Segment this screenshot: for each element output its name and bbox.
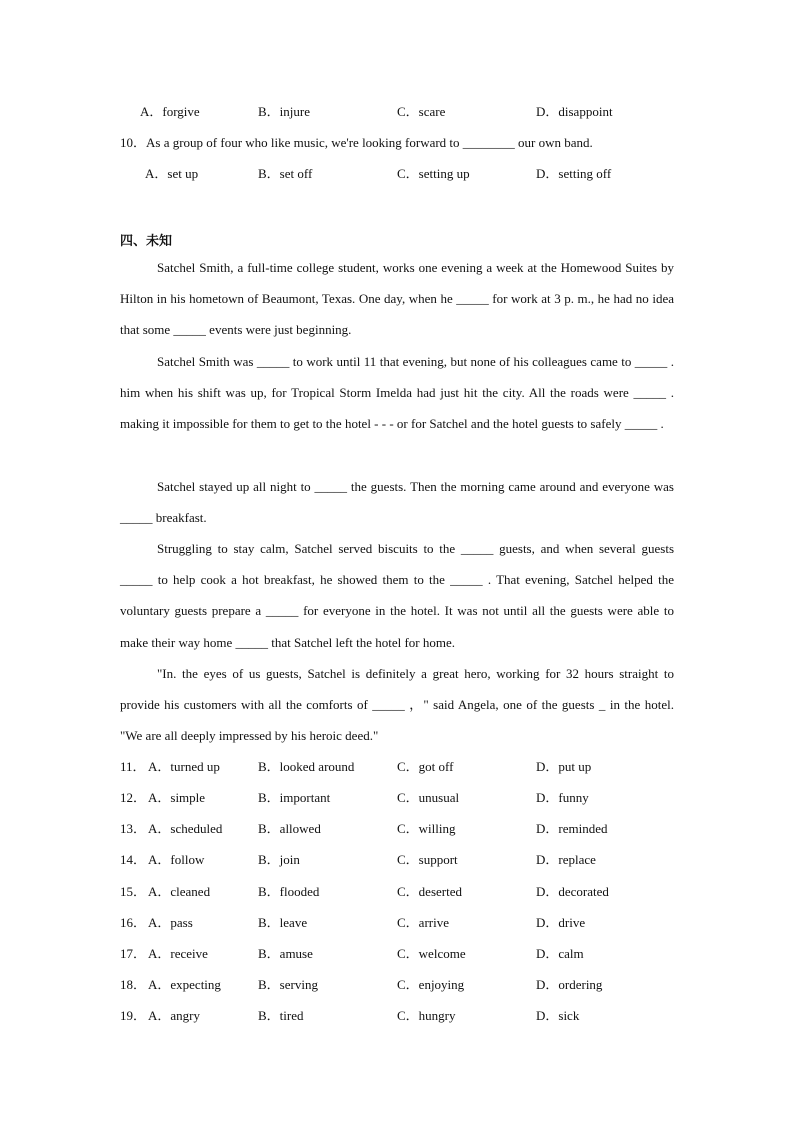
q10-option-b: B．set off [258,166,313,181]
question-number: 13． [120,821,147,836]
question-row [0,944,794,964]
option-d: D．calm [536,946,584,961]
option-c: C．got off [397,759,454,774]
q10-options-row [0,164,794,184]
option-b: B．looked around [258,759,355,774]
option-b: B．flooded [258,884,320,899]
option-b: B．join [258,852,300,867]
option-a: A．scheduled [148,821,223,836]
option-a: A．receive [148,946,208,961]
option-d: D．reminded [536,821,608,836]
question-number: 12． [120,790,147,805]
option-c: C．support [397,852,458,867]
question-row [0,788,794,808]
question-row [0,1006,794,1026]
option-c: C．unusual [397,790,460,805]
question-row [0,850,794,870]
option-c: C．arrive [397,915,449,930]
passage-paragraph-2: Satchel Smith was _____ to work until 11 that evening, but none of his colleagues came to _____ . him when his shift was up, for Tropical Storm Imelda had just hit the city. All the roads were _____ . making it impossible for them to get to the hotel - - - or for Satchel and the hotel guests to safely _____ . [120,354,674,432]
question-row [0,819,794,839]
option-b: B．leave [258,915,308,930]
option-c: C．deserted [397,884,462,899]
question-number: 19． [120,1008,147,1023]
option-d: D．drive [536,915,586,930]
q10-option-c: C．setting up [397,166,470,181]
option-a: A．simple [148,790,206,805]
q9-option-a: A．forgive [140,104,200,119]
question-number: 16． [120,915,147,930]
q10-question-row [0,133,794,153]
option-d: D．decorated [536,884,609,899]
option-c: C．enjoying [397,977,465,992]
passage-paragraph-4: Struggling to stay calm, Satchel served biscuits to the _____ guests, and when several guests _____ to help cook a hot breakfast, he showed them to the _____ . That evening, Satchel helped the voluntary guests prepare a _____ for everyone in the hotel. It was not until all the guests were able to make their way home _____ that Satchel left the hotel for home. [120,541,674,650]
q9-options-row [0,102,794,122]
q9-option-d: D．disappoint [536,104,613,119]
question-row [0,757,794,777]
q10-question-text: 10．As a group of four who like music, we're looking forward to ________ our own band. [120,135,593,150]
option-a: A．follow [148,852,205,867]
option-c: C．willing [397,821,456,836]
q9-option-b: B．injure [258,104,310,119]
option-b: B．amuse [258,946,313,961]
question-row [0,882,794,902]
question-number: 14． [120,852,147,867]
option-c: C．welcome [397,946,466,961]
passage-paragraph-1: Satchel Smith, a full-time college student, works one evening a week at the Homewood Suites by Hilton in his hometown of Beaumont, Texas. One day, when he _____ for work at 3 p. m., he had no idea that some _____ events were just beginning. [120,260,674,338]
option-b: B．serving [258,977,318,992]
question-row [0,975,794,995]
option-d: D．sick [536,1008,580,1023]
option-c: C．hungry [397,1008,456,1023]
option-a: A．angry [148,1008,200,1023]
option-d: D．put up [536,759,592,774]
passage-paragraph-3: Satchel stayed up all night to _____ the guests. Then the morning came around and everyone was _____ breakfast. [120,479,674,526]
option-a: A．cleaned [148,884,211,899]
option-a: A．pass [148,915,193,930]
option-b: B．tired [258,1008,304,1023]
option-d: D．ordering [536,977,603,992]
passage-paragraph-5: "In. the eyes of us guests, Satchel is definitely a great hero, working for 32 hours straight to provide his customers with all the comforts of _____ ，" said Angela, one of the guests _ in the hotel. "We are all deeply impressed by his heroic deed." [120,666,674,744]
q10-option-d: D．setting off [536,166,612,181]
option-d: D．replace [536,852,596,867]
option-d: D．funny [536,790,589,805]
q9-option-c: C．scare [397,104,446,119]
question-number: 18． [120,977,147,992]
question-number: 11． [120,759,146,774]
option-a: A．expecting [148,977,221,992]
question-row [0,913,794,933]
question-number: 15． [120,884,147,899]
option-b: B．allowed [258,821,321,836]
q10-option-a: A．set up [145,166,199,181]
option-b: B．important [258,790,331,805]
option-a: A．turned up [148,759,220,774]
question-number: 17． [120,946,147,961]
section-heading: 四、未知 [120,234,173,249]
